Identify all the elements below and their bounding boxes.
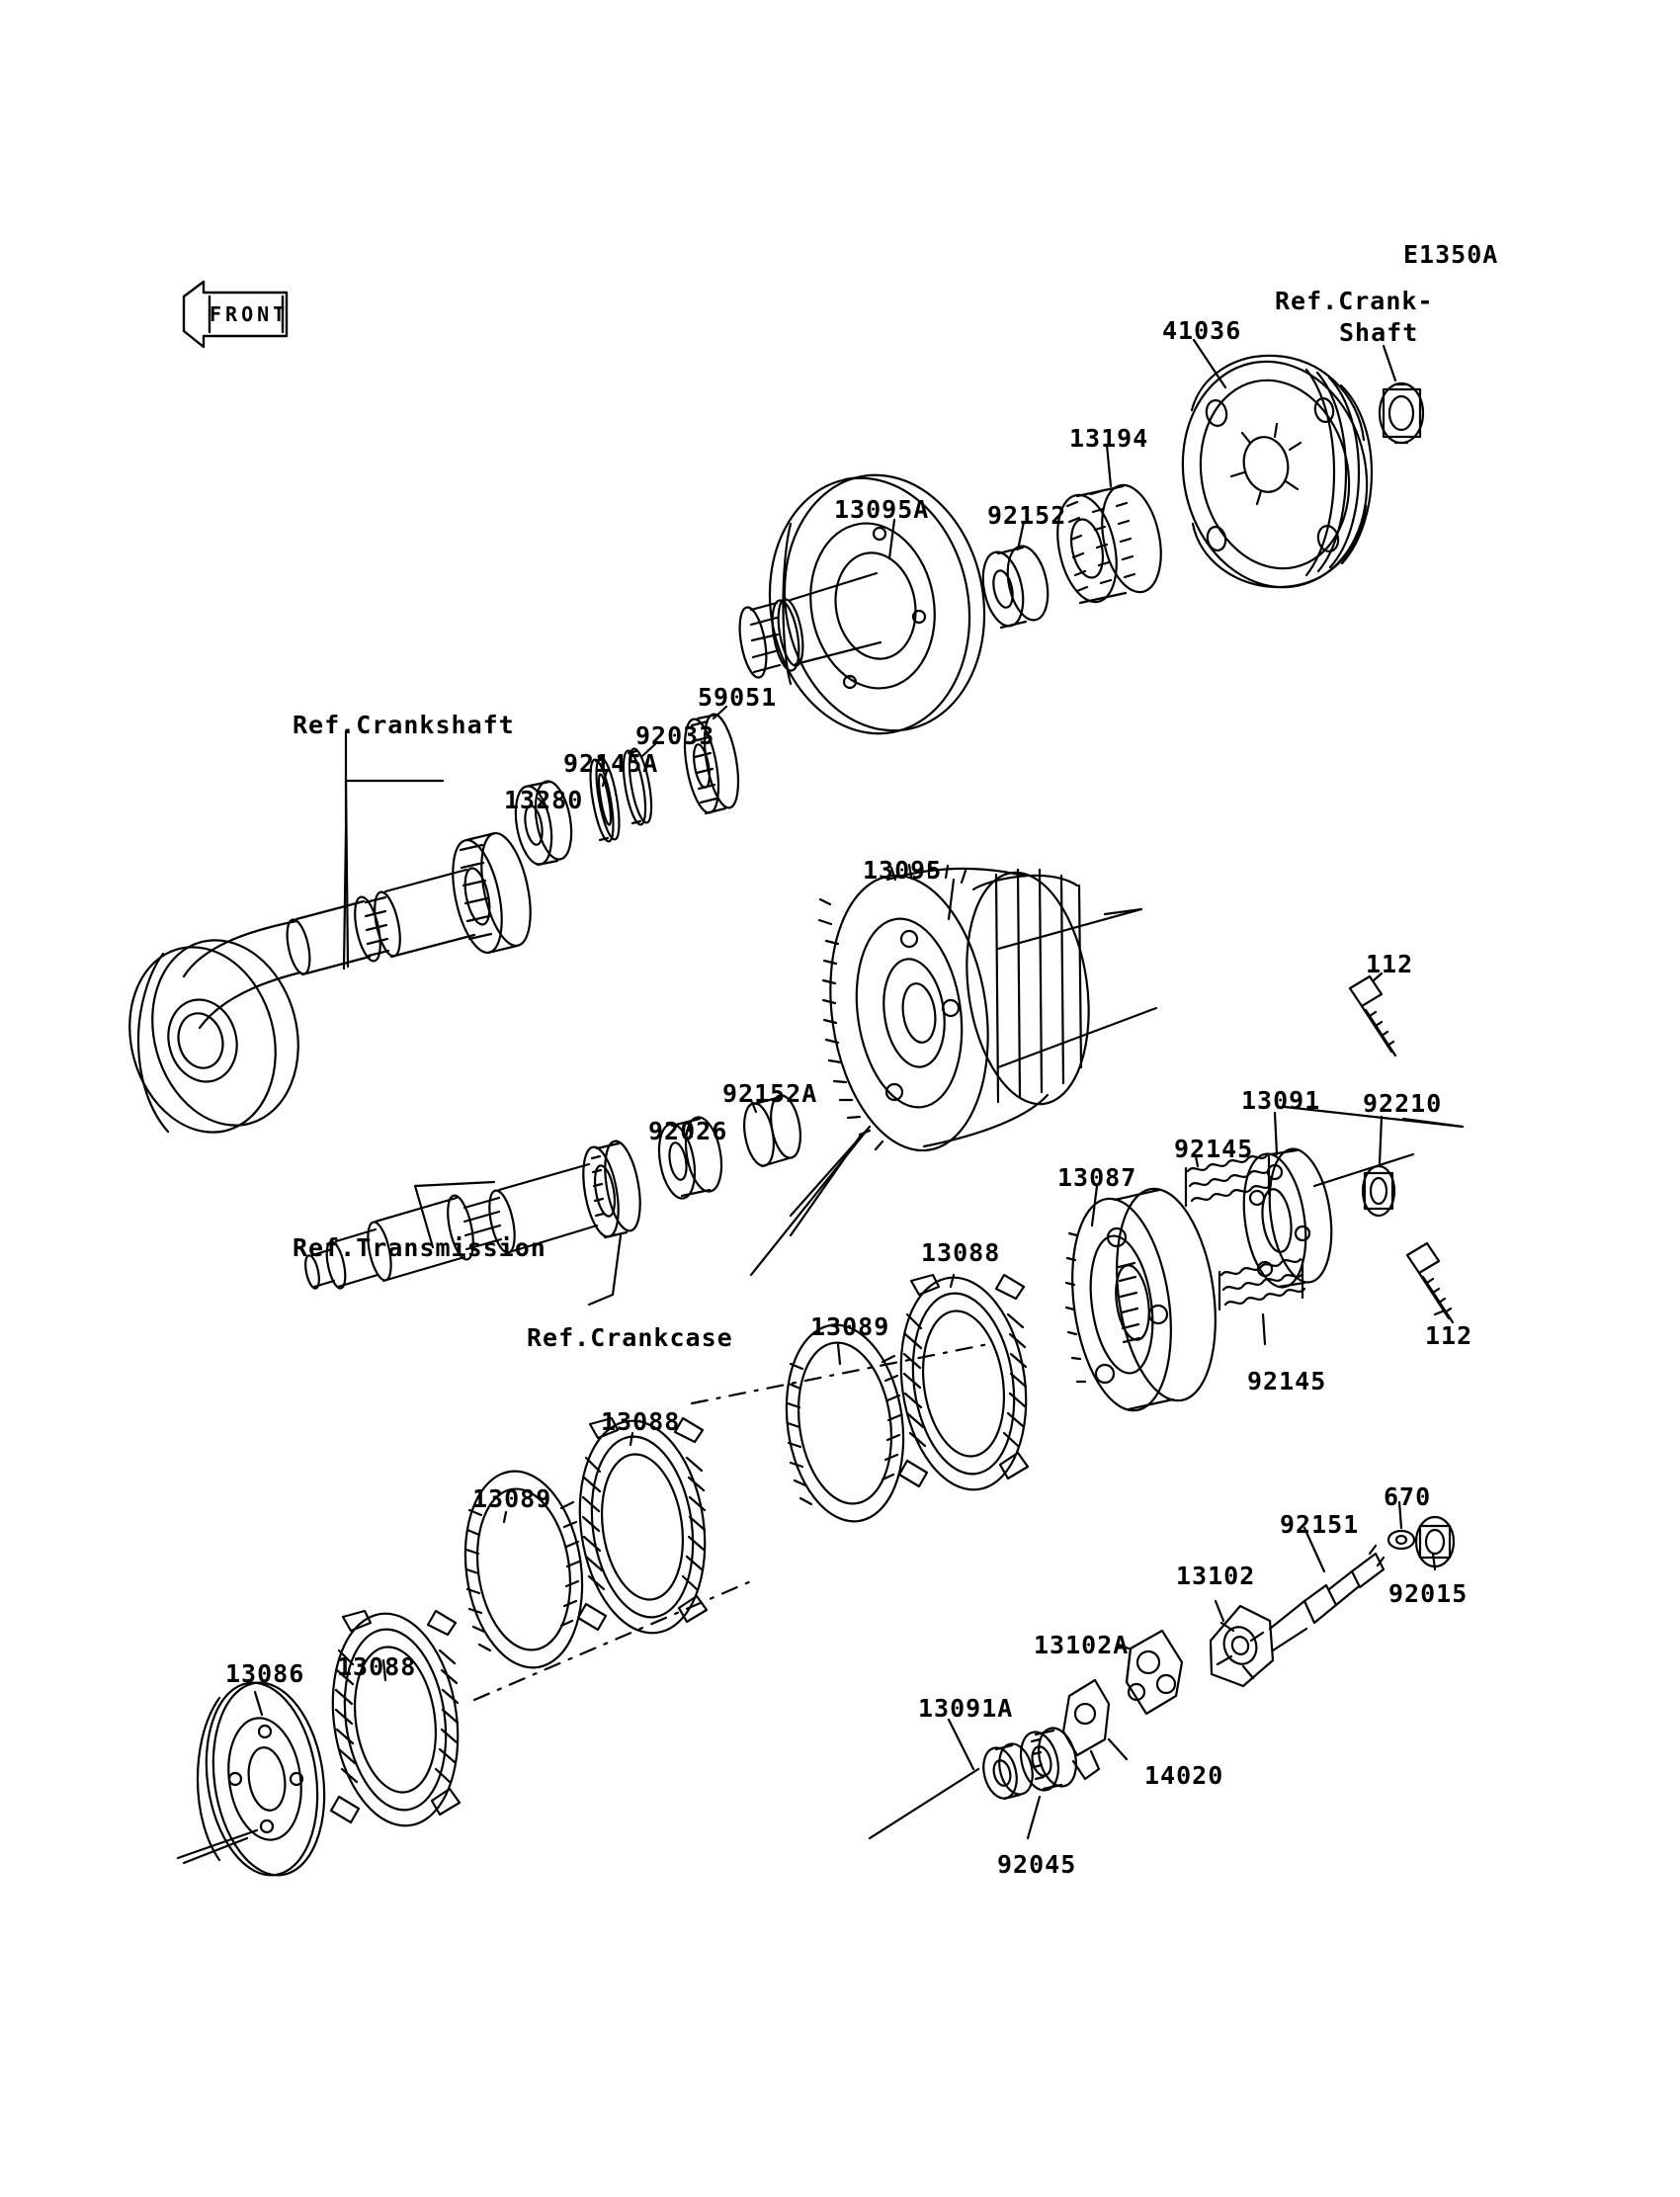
part-label-92210: 92210 (1363, 1089, 1443, 1118)
ref-crank-shaft-label-line2: Shaft (1339, 318, 1419, 347)
part-label-112-upper: 112 (1366, 950, 1414, 978)
part-13102A-shape (1127, 1631, 1182, 1714)
part-label-13086: 13086 (225, 1659, 305, 1688)
part-13091A-shape (978, 1740, 1038, 1802)
part-transmission-shaft-shape (303, 1164, 597, 1290)
leader-13091 (1275, 1113, 1277, 1154)
part-label-92145A: 92145A (563, 749, 659, 778)
part-label-13091A: 13091A (918, 1694, 1014, 1723)
part-label-92151: 92151 (1280, 1510, 1360, 1539)
leader-13102 (1216, 1601, 1223, 1621)
part-label-13087: 13087 (1057, 1163, 1137, 1192)
ref-crank-shaft-label-line1: Ref.Crank- (1275, 287, 1434, 315)
part-label-92145-upper: 92145 (1174, 1135, 1254, 1163)
part-label-670: 670 (1384, 1482, 1432, 1511)
part-label-112-lower: 112 (1425, 1321, 1473, 1350)
part-92045-shape (1015, 1725, 1081, 1795)
part-label-13088-3: 13088 (337, 1652, 417, 1681)
part-13194-shape (1049, 479, 1170, 607)
part-crankshaft-gear-shape (444, 829, 539, 958)
part-label-14020: 14020 (1144, 1761, 1224, 1790)
leader-13095A (889, 520, 894, 558)
part-label-13088-2: 13088 (601, 1407, 681, 1436)
part-crankshaft-nut (1380, 383, 1423, 443)
part-label-92152A: 92152A (722, 1079, 818, 1108)
part-label-13095: 13095 (863, 856, 943, 885)
part-13088-shape-2 (567, 1412, 718, 1641)
part-112-bolt-upper (1350, 976, 1395, 1056)
part-label-13089-1: 13089 (810, 1312, 890, 1341)
part-label-13088-1: 13088 (921, 1238, 1001, 1267)
part-label-92033: 92033 (635, 721, 715, 750)
part-label-13102A: 13102A (1034, 1631, 1130, 1659)
part-13088-shape-3 (320, 1605, 471, 1833)
ref-crankshaft-label: Ref.Crankshaft (293, 711, 515, 739)
part-13089-shape-1 (775, 1317, 916, 1529)
part-label-13089-2: 13089 (472, 1484, 552, 1513)
leader-92045 (1028, 1797, 1040, 1838)
part-label-13095A: 13095A (834, 495, 930, 524)
part-670-shape (1388, 1531, 1414, 1549)
leader-13089-1 (838, 1344, 840, 1364)
part-13095-shape (813, 864, 1103, 1160)
leader-13095-b (998, 909, 1141, 949)
diagram-code: E1350A (1403, 240, 1499, 269)
part-label-92015: 92015 (1388, 1579, 1469, 1608)
part-92210-shape (1363, 1166, 1394, 1216)
part-92152-shape (977, 543, 1054, 630)
ref-crankcase-label: Ref.Crankcase (527, 1323, 733, 1352)
ref-transmission-label: Ref.Transmission (293, 1233, 546, 1262)
leader-14020 (1109, 1739, 1127, 1759)
part-label-59051: 59051 (698, 683, 778, 712)
front-arrow-label: FRONT (210, 302, 290, 326)
leader-13091A (870, 1720, 978, 1838)
leader-13089-2 (504, 1512, 506, 1522)
part-crankshaft-shape (110, 870, 474, 1148)
part-label-13280: 13280 (504, 786, 584, 814)
part-13088-shape-1 (888, 1269, 1040, 1497)
part-label-41036: 41036 (1162, 316, 1242, 345)
part-13087-shape (1059, 1182, 1227, 1416)
leader-112-lower (1435, 1310, 1445, 1314)
part-crankcase-bearing-shape (577, 1139, 645, 1239)
leader-92145-lower (1263, 1314, 1265, 1344)
part-label-92026: 92026 (648, 1117, 728, 1145)
part-41036-shape (1162, 344, 1387, 604)
part-label-13091: 13091 (1241, 1086, 1321, 1115)
part-label-13194: 13194 (1069, 424, 1149, 453)
part-92015-shape (1416, 1517, 1454, 1566)
part-14020-shape (1063, 1680, 1109, 1779)
leader-ref-crankcase (589, 1235, 621, 1305)
part-label-13102: 13102 (1176, 1562, 1256, 1590)
leader-crankshaft-nut (1384, 346, 1395, 380)
part-label-92152: 92152 (987, 501, 1067, 530)
leader-92210 (1380, 1117, 1382, 1164)
part-label-92045: 92045 (997, 1850, 1077, 1879)
part-label-92145-lower: 92145 (1247, 1367, 1327, 1395)
